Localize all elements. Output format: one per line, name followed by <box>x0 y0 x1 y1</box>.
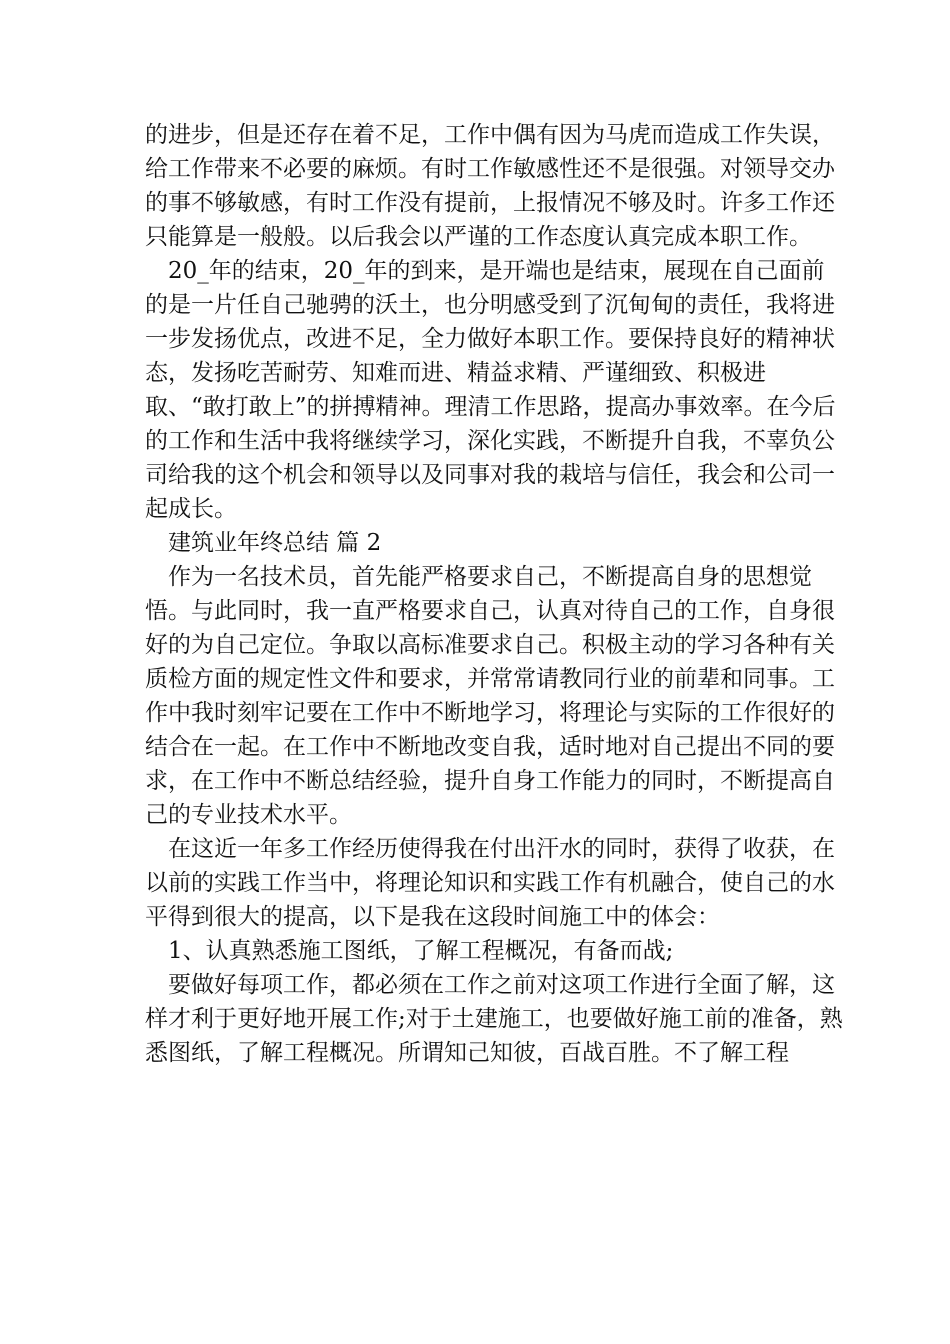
document-body <box>145 118 845 1070</box>
paragraph-4: 在这近一年多工作经历使得我在付出汗水的同时，获得了收获，在以前的实践工作当中，将理论知识和实践工作有机融合，使自己的水平得到很大的提高，以下是我在这段时间施工中的体会： <box>145 836 835 930</box>
paragraph-3: 作为一名技术员，首先能严格要求自己，不断提高自身的思想觉悟。与此同时，我一直严格要求自己，认真对待自己的工作，自身很好的为自己定位。争取以高标准要求自己。积极主动的学习各种有关质检方面的规定性文件和要求，并常常请教同行业的前辈和同事。工作中我时刻牢记要在工作中不断地学习，将理论与实际的工作很好的结合在一起。在工作中不断地改变自我，适时地对自己提出不同的要求，在工作中不断总结经验，提升自身工作能力的同时，不断提高自己的专业技术水平。 <box>145 564 835 828</box>
list-item-1: 1、认真熟悉施工图纸，了解工程概况，有备而战; <box>168 938 674 964</box>
paragraph-2: 20_年的结束，20_年的到来，是开端也是结束，展现在自己面前的是一片任自己驰骋的沃土，也分明感受到了沉甸甸的责任，我将进一步发扬优点，改进不足，全力做好本职工作。要保持良好的精神状态，发扬吃苦耐劳、知难而进、精益求精、严谨细致、积极进取、“敢打敢上”的拼搏精神。理清工作思路，提高办事效率。在今后的工作和生活中我将继续学习，深化实践，不断提升自我，不辜负公司给我的这个机会和领导以及同事对我的栽培与信任，我会和公司一起成长。 <box>145 258 836 522</box>
section-heading: 建筑业年终总结 篇 2 <box>168 530 382 556</box>
paragraph-1: 的进步，但是还存在着不足，工作中偶有因为马虎而造成工作失误，给工作带来不必要的麻烦。有时工作敏感性还不是很强。对领导交办的事不够敏感，有时工作没有提前，上报情况不够及时。许多工作还只能算是一般般。以后我会以严谨的工作态度认真完成本职工作。 <box>145 122 835 250</box>
paragraph-5: 要做好每项工作，都必须在工作之前对这项工作进行全面了解，这样才利于更好地开展工作;对于土建施工，也要做好施工前的准备，熟悉图纸，了解工程概况。所谓知己知彼，百战百胜。不了解工程 <box>145 972 843 1066</box>
